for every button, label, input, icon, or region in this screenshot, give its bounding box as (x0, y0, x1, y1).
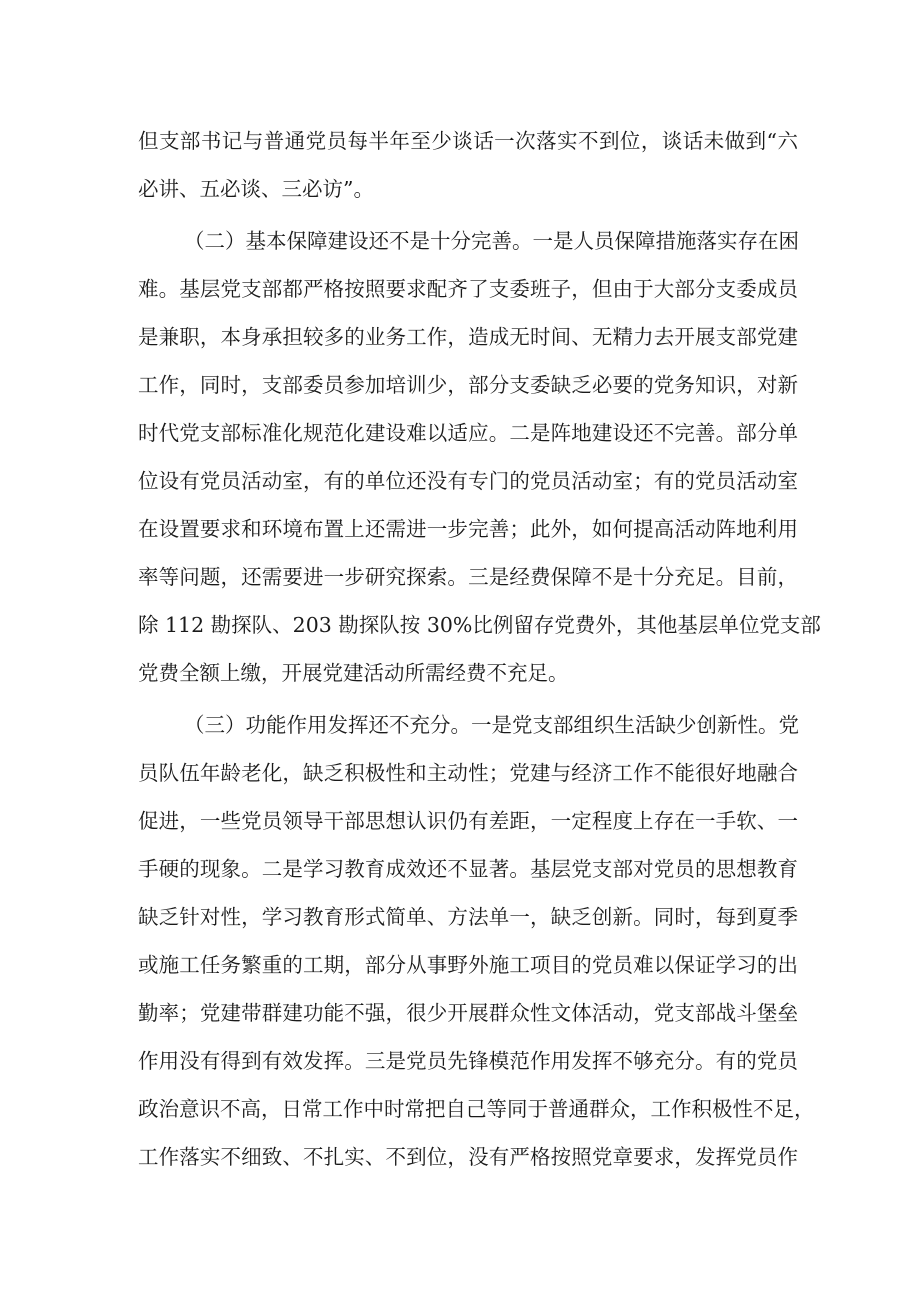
text-line: 政治意识不高，日常工作中时常把自己等同于普通群众，工作积极性不足， (138, 1097, 815, 1121)
text-line: 或施工任务繁重的工期，部分从事野外施工项目的党员难以保证学习的出 (138, 953, 798, 977)
paragraph-heading-line: （三）功能作用发挥还不充分。一是党支部组织生活缺少创新性。党 (184, 713, 799, 737)
text-line: 勤率；党建带群建功能不强，很少开展群众性文体活动，党支部战斗堡垒 (138, 1001, 798, 1025)
text-line: 但支部书记与普通党员每半年至少谈话一次落实不到位，谈话未做到“六 (138, 129, 798, 153)
document-body (138, 117, 821, 1181)
text-line: 必讲、五必谈、三必访”。 (138, 177, 374, 201)
text-line: 时代党支部标准化规范化建设难以适应。二是阵地建设还不完善。部分单 (138, 421, 798, 445)
text-line: 工作落实不细致、不扎实、不到位，没有严格按照党章要求，发挥党员作 (138, 1145, 798, 1169)
text-line: 缺乏针对性，学习教育形式简单、方法单一，缺乏创新。同时，每到夏季 (138, 905, 798, 929)
text-line: 在设置要求和环境布置上还需进一步完善；此外，如何提高活动阵地利用 (138, 517, 798, 541)
text-line: 位设有党员活动室，有的单位还没有专门的党员活动室；有的党员活动室 (138, 469, 798, 493)
text-line: 除 112 勘探队、203 勘探队按 30%比例留存党费外，其他基层单位党支部 (138, 613, 821, 637)
text-line: 促进，一些党员领导干部思想认识仍有差距，一定程度上存在一手软、一 (138, 809, 798, 833)
text-line: 率等问题，还需要进一步研究探索。三是经费保障不是十分充足。目前， (138, 565, 798, 589)
text-line: 是兼职，本身承担较多的业务工作，造成无时间、无精力去开展支部党建 (138, 325, 798, 349)
paragraph-heading-line: （二）基本保障建设还不是十分完善。一是人员保障措施落实存在困 (184, 229, 799, 253)
text-line: 党费全额上缴，开展党建活动所需经费不充足。 (138, 661, 569, 685)
text-line: 手硬的现象。二是学习教育成效还不显著。基层党支部对党员的思想教育 (138, 857, 798, 881)
text-line: 员队伍年龄老化，缺乏积极性和主动性；党建与经济工作不能很好地融合 (138, 761, 798, 785)
text-line: 工作，同时，支部委员参加培训少，部分支委缺乏必要的党务知识，对新 (138, 373, 798, 397)
text-line: 难。基层党支部都严格按照要求配齐了支委班子，但由于大部分支委成员 (138, 277, 798, 301)
text-line: 作用没有得到有效发挥。三是党员先锋模范作用发挥不够充分。有的党员 (138, 1049, 798, 1073)
